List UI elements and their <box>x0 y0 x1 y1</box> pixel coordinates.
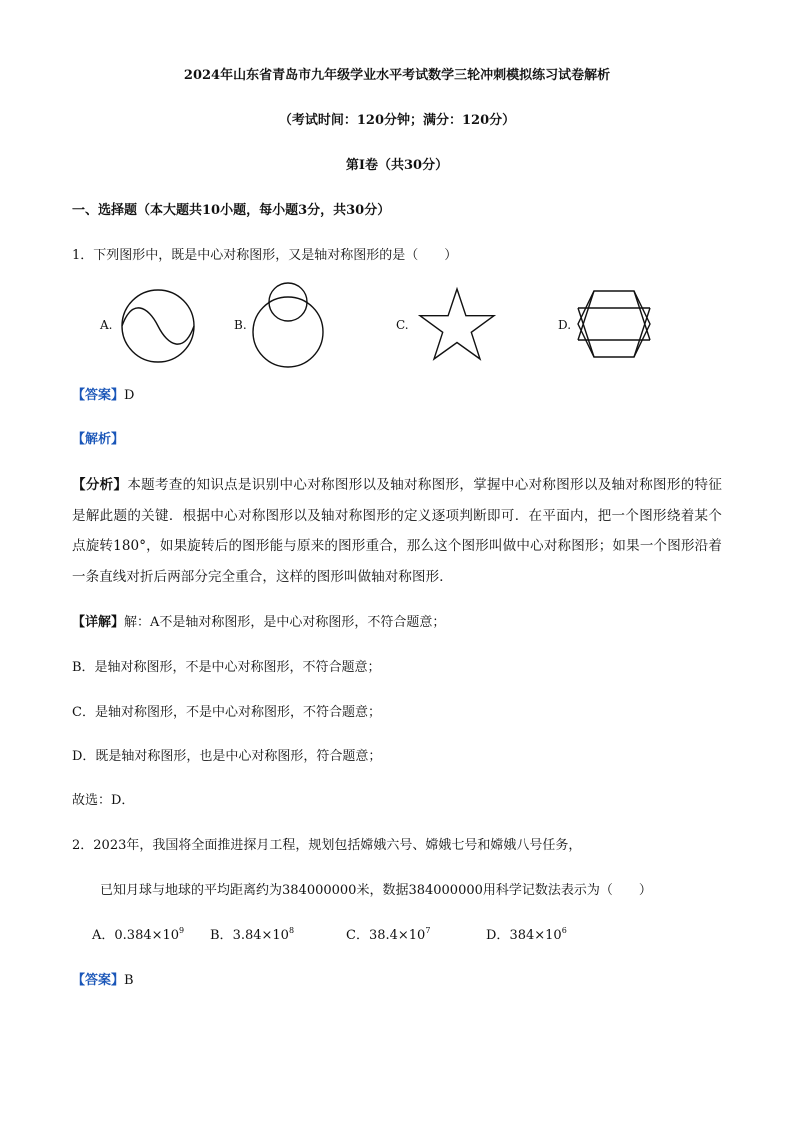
q1-option-c-label: C. <box>396 318 409 332</box>
q1-answer <box>72 388 134 404</box>
q1-stem: 1．下列图形中，既是中心对称图形，又是轴对称图形的是（ ） <box>72 248 458 263</box>
option-exponent: 9 <box>179 926 185 935</box>
q1-option-a-label: A. <box>100 318 113 332</box>
option-label: B． <box>210 928 233 943</box>
answer-value: D <box>124 388 135 403</box>
two-circles-figure <box>248 280 328 370</box>
option-exponent: 6 <box>561 926 567 935</box>
option-base: 38.4×10 <box>368 928 426 943</box>
analysis-text: 本题考查的知识点是识别中心对称图形以及轴对称图形，掌握中心对称图形以及轴对称图形的特征是解此题的关键．根据中心对称图形以及轴对称图形的定义逐项判断即可．在平面内，把一个图形绕着某个点旋转180°，如果旋转后的图形能与原来的图形重合，那么这个图形叫做中心对称图形；如果一个图形沿着一条直线对折后两部分完全重合，这样的图形叫做轴对称图形． <box>72 477 722 585</box>
yin-yang-figure <box>118 286 198 366</box>
analysis-paragraph <box>72 470 722 592</box>
answer-tag: 【答案】 <box>72 973 125 988</box>
detail-text: 解：A不是轴对称图形，是中心对称图形，不符合题意； <box>124 615 446 630</box>
option-label: D． <box>486 928 510 943</box>
detail-line-1 <box>72 615 445 631</box>
q2-option-d <box>486 928 567 944</box>
analysis-tag: 【解析】 <box>72 432 125 447</box>
exam-info: （考试时间：120分钟；满分：120分） <box>278 113 516 128</box>
q2-option-b <box>210 928 294 944</box>
q2-answer <box>72 973 134 989</box>
option-exponent: 8 <box>288 926 295 935</box>
page-title: 2024年山东省青岛市九年级学业水平考试数学三轮冲刺模拟练习试卷解析 <box>183 68 611 83</box>
answer-tag: 【答案】 <box>72 388 125 403</box>
q2-stem-line-1: 2．2023年，我国将全面推进探月工程，规划包括嫦娥六号、嫦娥七号和嫦娥八号任务， <box>72 838 582 853</box>
option-label: A． <box>92 928 115 943</box>
star-figure <box>414 286 500 366</box>
q1-option-b-label: B. <box>234 318 247 332</box>
detail-line-5: 故选：D． <box>72 793 135 808</box>
q2-option-c <box>346 928 430 944</box>
volume-heading: 第Ⅰ卷（共30分） <box>345 158 449 173</box>
detail-tag: 【详解】 <box>72 615 125 630</box>
hexagram-figure <box>576 288 656 360</box>
section-heading: 一、选择题（本大题共10小题，每小题3分，共30分） <box>72 203 391 218</box>
q2-option-a <box>92 928 184 944</box>
analysis-sub-tag: 【分析】 <box>72 477 128 493</box>
option-exponent: 7 <box>425 926 431 935</box>
detail-line-2: B．是轴对称图形，不是中心对称图形，不符合题意； <box>72 660 381 675</box>
detail-line-4: D．既是轴对称图形，也是中心对称图形，符合题意； <box>72 749 382 764</box>
answer-value: B <box>124 973 134 988</box>
detail-line-3: C．是轴对称图形，不是中心对称图形，不符合题意； <box>72 705 381 720</box>
option-base: 3.84×10 <box>232 928 289 943</box>
option-label: C． <box>346 928 369 943</box>
q2-stem-line-2: 已知月球与地球的平均距离约为384000000米，数据384000000用科学记数法表示为（ ） <box>100 883 652 898</box>
option-base: 384×10 <box>509 928 562 943</box>
option-base: 0.384×10 <box>114 928 180 943</box>
q1-option-d-label: D. <box>558 318 572 332</box>
